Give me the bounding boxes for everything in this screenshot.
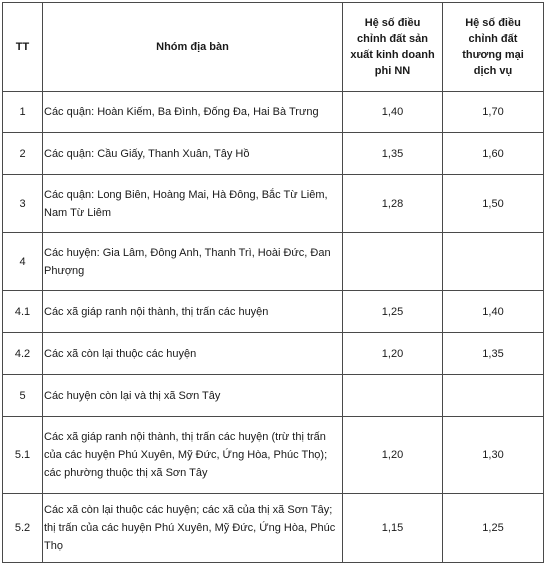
row-group: Các quận: Hoàn Kiếm, Ba Đình, Đống Đa, Hai Bà Trưng bbox=[43, 92, 343, 133]
row-coef-sx: 1,35 bbox=[343, 133, 443, 175]
row-group: Các xã còn lại thuộc các huyện bbox=[43, 333, 343, 375]
coefficient-table bbox=[2, 2, 544, 563]
row-coef-tm bbox=[443, 233, 544, 291]
row-coef-tm: 1,30 bbox=[443, 417, 544, 494]
row-coef-sx: 1,40 bbox=[343, 92, 443, 133]
row-tt: 5.1 bbox=[3, 417, 43, 494]
row-coef-sx: 1,15 bbox=[343, 494, 443, 563]
row-tt: 5.2 bbox=[3, 494, 43, 563]
row-group: Các quận: Cầu Giấy, Thanh Xuân, Tây Hồ bbox=[43, 133, 343, 175]
row-tt: 4.2 bbox=[3, 333, 43, 375]
row-tt: 4.1 bbox=[3, 291, 43, 333]
table-row bbox=[3, 333, 544, 375]
row-coef-sx bbox=[343, 233, 443, 291]
header-row bbox=[3, 3, 544, 92]
row-group: Các huyện còn lại và thị xã Sơn Tây bbox=[43, 375, 343, 417]
row-coef-tm: 1,40 bbox=[443, 291, 544, 333]
row-group: Các huyện: Gia Lâm, Đông Anh, Thanh Trì, Hoài Đức, Đan Phượng bbox=[43, 233, 343, 291]
table-row bbox=[3, 291, 544, 333]
row-tt: 4 bbox=[3, 233, 43, 291]
row-coef-sx bbox=[343, 375, 443, 417]
table-row bbox=[3, 494, 544, 563]
row-coef-tm: 1,60 bbox=[443, 133, 544, 175]
row-coef-sx: 1,20 bbox=[343, 333, 443, 375]
table-row bbox=[3, 417, 544, 494]
row-coef-sx: 1,25 bbox=[343, 291, 443, 333]
row-tt: 5 bbox=[3, 375, 43, 417]
header-coef-sx: Hệ số điều chỉnh đất sản xuất kinh doanh phi NN bbox=[343, 3, 443, 92]
row-group: Các xã giáp ranh nội thành, thị trấn các huyện (trừ thị trấn của các huyện Phú Xuyên, Mỹ Đức, Ứng Hòa, Phúc Thọ); các phường thuộc thị xã Sơn Tây bbox=[43, 417, 343, 494]
row-coef-tm: 1,25 bbox=[443, 494, 544, 563]
row-tt: 2 bbox=[3, 133, 43, 175]
table-row bbox=[3, 233, 544, 291]
row-coef-tm: 1,50 bbox=[443, 175, 544, 233]
table-row bbox=[3, 375, 544, 417]
row-coef-sx: 1,28 bbox=[343, 175, 443, 233]
table-row bbox=[3, 92, 544, 133]
header-group: Nhóm địa bàn bbox=[43, 3, 343, 92]
row-group: Các xã giáp ranh nội thành, thị trấn các huyện bbox=[43, 291, 343, 333]
row-tt: 1 bbox=[3, 92, 43, 133]
row-coef-tm: 1,35 bbox=[443, 333, 544, 375]
row-group: Các quận: Long Biên, Hoàng Mai, Hà Đông, Bắc Từ Liêm, Nam Từ Liêm bbox=[43, 175, 343, 233]
table-row bbox=[3, 175, 544, 233]
row-coef-tm bbox=[443, 375, 544, 417]
table-row bbox=[3, 133, 544, 175]
row-tt: 3 bbox=[3, 175, 43, 233]
row-group: Các xã còn lại thuộc các huyện; các xã của thị xã Sơn Tây; thị trấn của các huyện Phú Xuyên, Mỹ Đức, Ứng Hòa, Phúc Thọ bbox=[43, 494, 343, 563]
row-coef-tm: 1,70 bbox=[443, 92, 544, 133]
row-coef-sx: 1,20 bbox=[343, 417, 443, 494]
header-coef-tm: Hệ số điều chỉnh đất thương mại dịch vụ bbox=[443, 3, 544, 92]
header-tt: TT bbox=[3, 3, 43, 92]
